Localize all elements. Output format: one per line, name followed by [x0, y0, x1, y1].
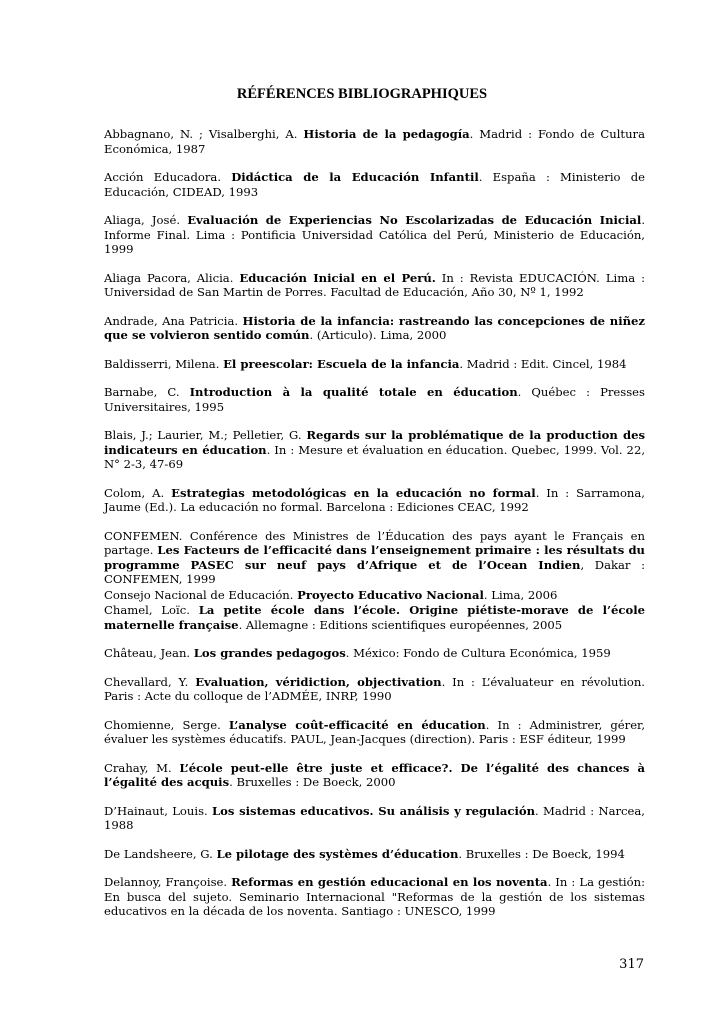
reference-title: Introduction à la qualité totale en éducation: [189, 385, 518, 399]
reference-entry: [104, 675, 645, 704]
reference-title: Evaluation, véridiction, objectivation: [195, 674, 442, 689]
reference-details: . In : Mesure et évaluation en éducation. Quebec, 1999. Vol. 22, N° 2-3, 47-69: [104, 442, 645, 471]
reference-authors: D’Hainaut, Louis.: [104, 803, 213, 818]
reference-authors: Aliaga Pacora, Alicia.: [104, 270, 240, 285]
reference-list: [104, 127, 645, 933]
reference-authors: Baldisserri, Milena.: [104, 356, 224, 371]
reference-authors: Consejo Nacional de Educación.: [104, 587, 298, 602]
reference-entry: [104, 385, 645, 414]
reference-details: , Dakar : CONFEMEN, 1999: [104, 557, 645, 586]
reference-entry: [104, 529, 645, 587]
reference-title: L’école peut-elle être juste et efficace?. De l’égalité des chances à l’égalité des acquis: [104, 760, 646, 789]
reference-authors: De Landsheere, G.: [104, 846, 217, 861]
reference-authors: Colom, A.: [104, 485, 172, 500]
reference-title: Historia de la infancia: rastreando las concepciones de niñez que se volvieron sentido común: [104, 313, 646, 342]
reference-entry: [104, 588, 645, 603]
reference-details: . Québec : Presses Universitaires, 1995: [104, 385, 645, 414]
reference-details: . In : La gestión: En busca del sujeto. Seminario Internacional "Reformas de la gestión de los sistemas educativos en la década de los noventa. Santiago : UNESCO, 1999: [104, 875, 645, 918]
reference-title: Estrategias metodológicas en la educación no formal: [171, 485, 536, 500]
reference-details: . Bruxelles : De Boeck, 2000: [229, 775, 396, 789]
reference-details: . Madrid : Fondo de Cultura Económica, 1987: [104, 127, 645, 156]
reference-details: . Madrid : Narcea, 1988: [104, 803, 645, 832]
reference-entry: [104, 170, 645, 199]
reference-details: . In : Sarramona, Jaume (Ed.). La educación no formal. Barcelona : Ediciones CEAC, 1992: [104, 485, 645, 514]
reference-entry: [104, 804, 645, 833]
reference-entry: [104, 213, 645, 257]
reference-entry: [104, 314, 645, 343]
page-number: 317: [619, 957, 644, 972]
reference-authors: Blais, J.; Laurier, M.; Pelletier, G.: [104, 428, 307, 442]
reference-entry: [104, 428, 645, 472]
reference-title: Los grandes pedagogos: [193, 646, 346, 660]
reference-authors: Andrade, Ana Patricia.: [104, 313, 243, 328]
reference-entry: [104, 127, 645, 156]
reference-entry: [104, 718, 645, 747]
reference-details: . In : Administrer, gérer, évaluer les systèmes éducatifs. PAUL, Jean-Jacques (direction). Paris : ESF éditeur, 1999: [104, 717, 646, 746]
reference-authors: Abbagnano, N. ; Visalberghi, A.: [104, 127, 304, 141]
reference-authors: Barnabe, C.: [104, 385, 190, 399]
page-title: RÉFÉRENCES BIBLIOGRAPHIQUES: [236, 86, 488, 102]
reference-entry: [104, 486, 645, 515]
reference-title: Los sistemas educativos. Su análisis y regulación: [212, 803, 536, 818]
reference-details: . Bruxelles : De Boeck, 1994: [458, 846, 625, 861]
reference-entry: [104, 357, 645, 372]
reference-title: Le pilotage des systèmes d’éducation: [216, 846, 459, 861]
reference-details: . México: Fondo de Cultura Económica, 1959: [345, 646, 611, 660]
reference-title: La petite école dans l’école. Origine piétiste-morave de l’école maternelle française: [104, 603, 645, 632]
reference-details: . (Articulo). Lima, 2000: [309, 328, 447, 342]
reference-entry: [104, 603, 645, 632]
reference-entry: [104, 761, 645, 790]
reference-entry: [104, 847, 645, 862]
reference-details: . Lima, 2006: [483, 587, 558, 602]
reference-title: Educación Inicial en el Perú.: [239, 270, 436, 285]
reference-authors: Aliaga, José.: [104, 213, 188, 227]
reference-authors: Chevallard, Y.: [104, 674, 196, 689]
reference-authors: Chomienne, Serge.: [104, 717, 229, 732]
reference-authors: Acción Educadora.: [104, 170, 232, 184]
reference-authors: CONFEMEN. Conférence des Ministres de l’Éducation des pays ayant le Français en partage.: [104, 528, 645, 557]
reference-authors: Delannoy, Françoise.: [104, 875, 232, 889]
reference-title: Evaluación de Experiencias No Escolarizadas de Educación Inicial: [187, 213, 642, 227]
reference-title: Les Facteurs de l’efficacité dans l’enseignement primaire : les résultats du programme PASEC sur neuf pays d’Afrique et de l’Ocean Indien: [104, 543, 645, 572]
reference-authors: Chamel, Loïc.: [104, 603, 199, 617]
reference-authors: Château, Jean.: [104, 646, 194, 660]
reference-entry: [104, 271, 645, 300]
reference-details: . Allemagne : Editions scientifiques européennes, 2005: [238, 617, 563, 632]
reference-details: . Informe Final. Lima : Pontificia Universidad Católica del Perú, Ministerio de Educación, 1999: [104, 213, 645, 256]
reference-title: El preescolar: Escuela de la infancia: [223, 356, 460, 371]
reference-details: . España : Ministerio de Educación, CIDEAD, 1993: [104, 170, 645, 199]
reference-details: . Madrid : Edit. Cincel, 1984: [459, 356, 627, 371]
reference-authors: Crahay, M.: [104, 760, 180, 775]
reference-title: L’analyse coût-efficacité en éducation: [228, 717, 486, 732]
reference-title: Historia de la pedagogía: [303, 127, 470, 141]
reference-title: Reformas en gestión educacional en los noventa: [231, 875, 548, 889]
reference-entry: [104, 646, 645, 661]
reference-details: . In : L’évaluateur en révolution. Paris : Acte du colloque de l’ADMÉE, INRP, 1990: [104, 674, 645, 703]
reference-entry: [104, 875, 645, 919]
reference-title: Regards sur la problématique de la production des indicateurs en éducation: [104, 428, 645, 457]
reference-title: Didáctica de la Educación Infantil: [231, 170, 479, 184]
reference-title: Proyecto Educativo Nacional: [297, 587, 484, 602]
reference-details: In : Revista EDUCACIÓN. Lima : Universidad de San Martin de Porres. Facultad de Educación, Año 30, Nº 1, 1992: [104, 270, 646, 299]
